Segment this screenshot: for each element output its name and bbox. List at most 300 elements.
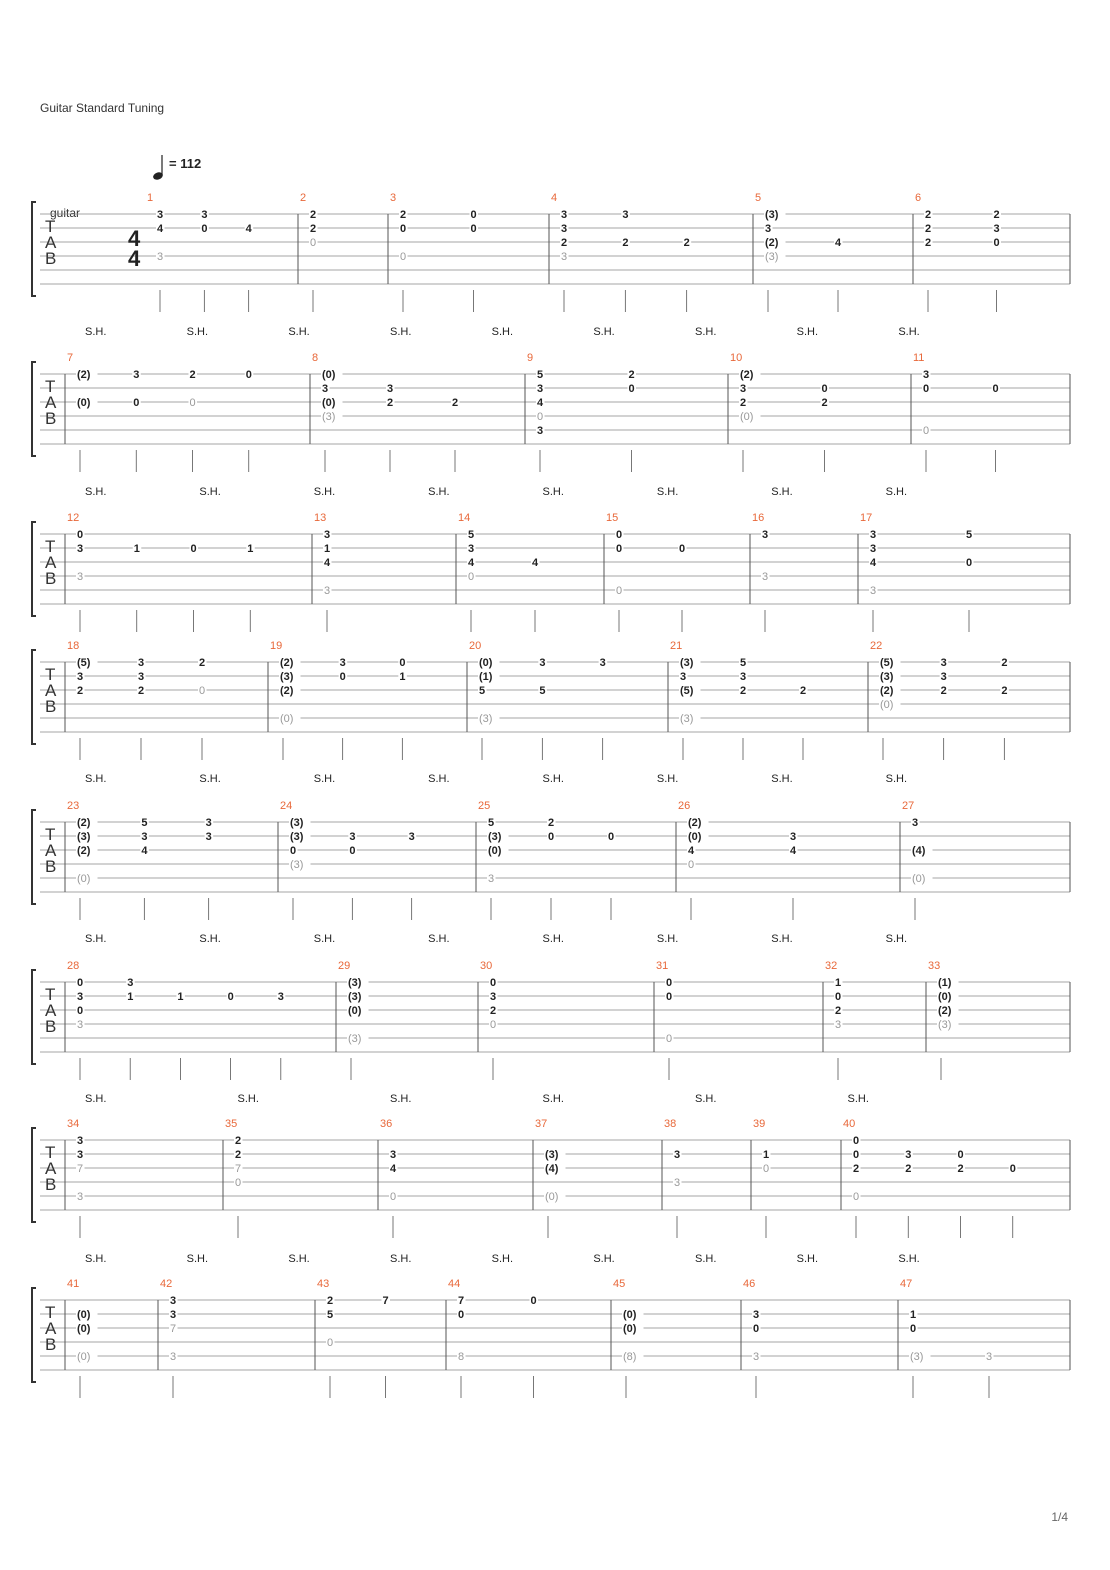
fret-number: 3 xyxy=(127,977,134,989)
fret-number: 0 xyxy=(853,1135,860,1147)
bass-fret-number: 3 xyxy=(157,251,164,263)
measure-number: 43 xyxy=(317,1278,330,1290)
measure-number: 31 xyxy=(656,960,669,972)
fret-number: 0 xyxy=(227,991,234,1003)
fret-number: 3 xyxy=(77,1149,84,1161)
bass-fret-number: (3) xyxy=(938,1019,952,1031)
slap-harmonic-mark: S.H. xyxy=(796,326,819,338)
bass-fret-number: 0 xyxy=(327,1337,334,1349)
bass-fret-number: 0 xyxy=(400,251,407,263)
fret-number: 1 xyxy=(910,1309,917,1321)
measure-number: 26 xyxy=(678,800,691,812)
measure-number: 7 xyxy=(67,352,74,364)
tab-clef-letter: A xyxy=(45,1001,57,1020)
measure-number: 17 xyxy=(860,512,873,524)
fret-number: 3 xyxy=(490,991,497,1003)
fret-number: (0) xyxy=(77,1323,91,1335)
fret-number: (0) xyxy=(479,657,493,669)
bass-fret-number: (0) xyxy=(880,699,894,711)
bass-fret-number: 3 xyxy=(77,1191,84,1203)
fret-number: 3 xyxy=(170,1309,177,1321)
fret-number: 0 xyxy=(245,369,252,381)
bass-fret-number: (0) xyxy=(77,1351,91,1363)
fret-number: 2 xyxy=(490,1005,497,1017)
measure-number: 38 xyxy=(664,1118,677,1130)
bass-fret-number: 3 xyxy=(986,1351,993,1363)
measure-number: 4 xyxy=(551,192,558,204)
tab-clef-letter: B xyxy=(45,569,57,588)
fret-number: 5 xyxy=(740,657,747,669)
fret-number: 3 xyxy=(561,209,568,221)
fret-number: 2 xyxy=(800,685,807,697)
tab-clef-letter: B xyxy=(45,857,57,876)
measure-number: 20 xyxy=(469,640,482,652)
fret-number: 5 xyxy=(468,529,475,541)
fret-number: 0 xyxy=(910,1323,917,1335)
fret-number: 3 xyxy=(322,383,329,395)
slap-harmonic-mark: S.H. xyxy=(199,773,221,785)
fret-number: (1) xyxy=(479,671,493,683)
slap-harmonic-mark: S.H. xyxy=(695,326,717,338)
slap-harmonic-mark: S.H. xyxy=(593,1253,615,1265)
tab-clef-letter: B xyxy=(45,249,57,268)
fret-number: (4) xyxy=(912,845,926,857)
fret-number: 1 xyxy=(133,543,140,555)
measure-number: 39 xyxy=(753,1118,766,1130)
measure-number: 23 xyxy=(67,800,80,812)
bass-fret-number: (3) xyxy=(910,1351,924,1363)
fret-number: 3 xyxy=(674,1149,681,1161)
bass-fret-number: 0 xyxy=(923,425,930,437)
fret-number: 3 xyxy=(539,657,546,669)
fret-number: 2 xyxy=(905,1163,912,1175)
tab-clef-letter: A xyxy=(45,553,57,572)
measure-number: 37 xyxy=(535,1118,548,1130)
fret-number: 2 xyxy=(925,209,932,221)
slap-harmonic-mark: S.H. xyxy=(313,933,336,945)
fret-number: (0) xyxy=(623,1309,637,1321)
fret-number: 3 xyxy=(205,831,212,843)
fret-number: (4) xyxy=(545,1163,559,1175)
fret-number: (0) xyxy=(322,369,336,381)
fret-number: 0 xyxy=(666,977,673,989)
fret-number: 2 xyxy=(925,237,932,249)
slap-harmonic-mark: S.H. xyxy=(542,1093,564,1105)
measure-number: 35 xyxy=(225,1118,238,1130)
bass-fret-number: (8) xyxy=(623,1351,637,1363)
fret-number: (5) xyxy=(680,685,694,697)
slap-harmonic-mark: S.H. xyxy=(85,1093,107,1105)
fret-number: 0 xyxy=(399,657,406,669)
slap-harmonic-mark: S.H. xyxy=(771,486,793,498)
fret-number: 2 xyxy=(387,397,394,409)
fret-number: 2 xyxy=(622,237,629,249)
measure-number: 40 xyxy=(843,1118,856,1130)
bass-fret-number: (3) xyxy=(348,1033,362,1045)
fret-number: 3 xyxy=(622,209,629,221)
slap-harmonic-mark: S.H. xyxy=(656,933,679,945)
measure-number: 36 xyxy=(380,1118,393,1130)
fret-number: 0 xyxy=(993,237,1000,249)
fret-number: 0 xyxy=(548,831,555,843)
fret-number: (0) xyxy=(623,1323,637,1335)
slap-harmonic-mark: S.H. xyxy=(796,1253,819,1265)
slap-harmonic-mark: S.H. xyxy=(695,1093,717,1105)
fret-number: 0 xyxy=(923,383,930,395)
fret-number: 1 xyxy=(835,977,842,989)
slap-harmonic-mark: S.H. xyxy=(199,486,221,498)
fret-number: (3) xyxy=(290,817,304,829)
slap-harmonic-mark: S.H. xyxy=(85,773,107,785)
system-bracket xyxy=(32,810,36,904)
fret-number: 3 xyxy=(133,369,140,381)
fret-number: 0 xyxy=(666,991,673,1003)
slap-harmonic-mark: S.H. xyxy=(85,326,107,338)
fret-number: 0 xyxy=(290,845,297,857)
fret-number: 2 xyxy=(189,369,196,381)
fret-number: 5 xyxy=(539,685,546,697)
page-number: 1/4 xyxy=(1051,1510,1068,1524)
fret-number: 4 xyxy=(532,557,539,569)
tab-clef-letter: A xyxy=(45,1319,57,1338)
fret-number: (3) xyxy=(348,977,362,989)
measure-number: 14 xyxy=(458,512,471,524)
measure-number: 45 xyxy=(613,1278,626,1290)
fret-number: (2) xyxy=(880,685,894,697)
measure-number: 41 xyxy=(67,1278,80,1290)
fret-number: (5) xyxy=(880,657,894,669)
measure-number: 28 xyxy=(67,960,80,972)
measure-number: 15 xyxy=(606,512,619,524)
fret-number: (3) xyxy=(348,991,362,1003)
fret-number: (0) xyxy=(488,845,502,857)
slap-harmonic-mark: S.H. xyxy=(428,773,450,785)
fret-number: 2 xyxy=(821,397,828,409)
fret-number: 2 xyxy=(561,237,568,249)
fret-number: 3 xyxy=(940,657,947,669)
fret-number: 0 xyxy=(133,397,140,409)
fret-number: 0 xyxy=(530,1295,537,1307)
measure-number: 32 xyxy=(825,960,838,972)
fret-number: 2 xyxy=(548,817,555,829)
fret-number: 0 xyxy=(458,1309,465,1321)
fret-number: (0) xyxy=(348,1005,362,1017)
bass-fret-number: 3 xyxy=(674,1177,681,1189)
bass-fret-number: 8 xyxy=(458,1351,465,1363)
tab-system xyxy=(32,486,1070,632)
measure-number: 29 xyxy=(338,960,351,972)
fret-number: 3 xyxy=(940,671,947,683)
fret-number: (1) xyxy=(938,977,952,989)
bass-fret-number: 3 xyxy=(77,571,84,583)
bass-fret-number: (3) xyxy=(479,713,493,725)
slap-harmonic-mark: S.H. xyxy=(593,326,615,338)
fret-number: 0 xyxy=(608,831,615,843)
fret-number: 0 xyxy=(679,543,686,555)
slap-harmonic-mark: S.H. xyxy=(288,326,310,338)
slap-harmonic-mark: S.H. xyxy=(288,1253,310,1265)
fret-number: 0 xyxy=(201,223,208,235)
slap-harmonic-mark: S.H. xyxy=(428,933,450,945)
fret-number: 3 xyxy=(923,369,930,381)
fret-number: (3) xyxy=(765,209,779,221)
fret-number: 2 xyxy=(235,1149,242,1161)
fret-number: 3 xyxy=(537,383,544,395)
fret-number: (2) xyxy=(765,237,779,249)
measure-number: 24 xyxy=(280,800,293,812)
measure-number: 25 xyxy=(478,800,491,812)
fret-number: 0 xyxy=(821,383,828,395)
fret-number: 3 xyxy=(339,657,346,669)
fret-number: 3 xyxy=(468,543,475,555)
tab-clef-letter: T xyxy=(45,1143,56,1162)
fret-number: 1 xyxy=(247,543,254,555)
fret-number: (3) xyxy=(290,831,304,843)
tempo-marking: = 112 xyxy=(169,156,202,171)
fret-number: 4 xyxy=(835,237,842,249)
fret-number: 5 xyxy=(488,817,495,829)
fret-number: (3) xyxy=(488,831,502,843)
slap-harmonic-mark: S.H. xyxy=(186,326,209,338)
slap-harmonic-mark: S.H. xyxy=(313,773,336,785)
system-bracket xyxy=(32,362,36,456)
bass-fret-number: (3) xyxy=(322,411,336,423)
fret-number: 5 xyxy=(327,1309,334,1321)
fret-number: (0) xyxy=(938,991,952,1003)
slap-harmonic-mark: S.H. xyxy=(428,486,450,498)
fret-number: 0 xyxy=(616,543,623,555)
fret-number: 4 xyxy=(157,223,164,235)
slap-harmonic-mark: S.H. xyxy=(656,773,679,785)
fret-number: 2 xyxy=(957,1163,964,1175)
fret-number: 2 xyxy=(235,1135,242,1147)
fret-number: 3 xyxy=(765,223,772,235)
fret-number: 0 xyxy=(470,209,477,221)
measure-number: 21 xyxy=(670,640,683,652)
time-signature-digit: 4 xyxy=(128,246,141,271)
fret-number: 0 xyxy=(992,383,999,395)
fret-number: 1 xyxy=(324,543,331,555)
fret-number: 2 xyxy=(925,223,932,235)
fret-number: 3 xyxy=(77,1135,84,1147)
fret-number: 4 xyxy=(141,845,148,857)
slap-harmonic-mark: S.H. xyxy=(542,773,564,785)
fret-number: 3 xyxy=(349,831,356,843)
tab-clef-letter: T xyxy=(45,377,56,396)
fret-number: 4 xyxy=(537,397,544,409)
measure-number: 2 xyxy=(300,192,307,204)
fret-number: 0 xyxy=(400,223,407,235)
measure-number: 22 xyxy=(870,640,883,652)
fret-number: (0) xyxy=(77,1309,91,1321)
slap-harmonic-mark: S.H. xyxy=(491,1253,514,1265)
tab-clef-letter: B xyxy=(45,697,57,716)
fret-number: 5 xyxy=(966,529,973,541)
fret-number: 3 xyxy=(753,1309,760,1321)
fret-number: 0 xyxy=(957,1149,964,1161)
fret-number: 0 xyxy=(753,1323,760,1335)
fret-number: (2) xyxy=(77,845,91,857)
fret-number: 3 xyxy=(408,831,415,843)
measure-number: 27 xyxy=(902,800,915,812)
fret-number: (0) xyxy=(77,397,91,409)
fret-number: 7 xyxy=(458,1295,465,1307)
fret-number: 5 xyxy=(479,685,486,697)
measure-number: 18 xyxy=(67,640,80,652)
slap-harmonic-mark: S.H. xyxy=(491,326,514,338)
fret-number: 5 xyxy=(141,817,148,829)
tab-system xyxy=(32,1278,1070,1398)
tab-clef-letter: T xyxy=(45,665,56,684)
instrument-label: guitar xyxy=(50,206,81,220)
fret-number: 3 xyxy=(77,543,84,555)
measure-number: 3 xyxy=(390,192,397,204)
fret-number: (0) xyxy=(322,397,336,409)
measure-number: 6 xyxy=(915,192,922,204)
fret-number: 3 xyxy=(138,671,145,683)
fret-number: (2) xyxy=(77,369,91,381)
fret-number: 0 xyxy=(853,1149,860,1161)
fret-number: 4 xyxy=(870,557,877,569)
fret-number: 2 xyxy=(1001,657,1008,669)
fret-number: 3 xyxy=(138,657,145,669)
fret-number: (3) xyxy=(77,831,91,843)
score-subtitle: Guitar Standard Tuning xyxy=(40,101,165,115)
fret-number: 3 xyxy=(277,991,284,1003)
bass-fret-number: 0 xyxy=(235,1177,242,1189)
fret-number: 3 xyxy=(740,383,747,395)
fret-number: 2 xyxy=(452,397,459,409)
slap-harmonic-mark: S.H. xyxy=(85,1253,107,1265)
tab-clef-letter: T xyxy=(45,537,56,556)
measure-number: 10 xyxy=(730,352,743,364)
slap-harmonic-mark: S.H. xyxy=(186,1253,209,1265)
system-bracket xyxy=(32,1128,36,1222)
bass-fret-number: 0 xyxy=(490,1019,497,1031)
fret-number: 3 xyxy=(390,1149,397,1161)
bass-fret-number: (0) xyxy=(280,713,294,725)
fret-number: 3 xyxy=(205,817,212,829)
tab-system xyxy=(32,326,1070,472)
fret-number: 0 xyxy=(339,671,346,683)
fret-number: (3) xyxy=(680,657,694,669)
fret-number: 3 xyxy=(790,831,797,843)
fret-number: 2 xyxy=(77,685,84,697)
measure-number: 19 xyxy=(270,640,283,652)
tab-clef-letter: T xyxy=(45,217,56,236)
slap-harmonic-mark: S.H. xyxy=(313,486,336,498)
bass-fret-number: 0 xyxy=(763,1163,770,1175)
slap-harmonic-mark: S.H. xyxy=(898,1253,920,1265)
bass-fret-number: 7 xyxy=(77,1163,84,1175)
slap-harmonic-mark: S.H. xyxy=(237,1093,259,1105)
fret-number: 3 xyxy=(141,831,148,843)
fret-number: 3 xyxy=(740,671,747,683)
bass-fret-number: 0 xyxy=(199,685,206,697)
slap-harmonic-mark: S.H. xyxy=(85,486,107,498)
slap-harmonic-mark: S.H. xyxy=(695,1253,717,1265)
slap-harmonic-mark: S.H. xyxy=(847,1093,869,1105)
bass-fret-number: (3) xyxy=(290,859,304,871)
slap-harmonic-mark: S.H. xyxy=(390,1093,412,1105)
bass-fret-number: 0 xyxy=(468,571,475,583)
fret-number: 0 xyxy=(77,1005,84,1017)
bass-fret-number: 0 xyxy=(537,411,544,423)
measure-number: 9 xyxy=(527,352,534,364)
bass-fret-number: 0 xyxy=(853,1191,860,1203)
fret-number: (2) xyxy=(280,685,294,697)
fret-number: 4 xyxy=(324,557,331,569)
bass-fret-number: 0 xyxy=(616,585,623,597)
tab-system xyxy=(32,192,1070,312)
fret-number: 1 xyxy=(399,671,406,683)
fret-number: 0 xyxy=(616,529,623,541)
fret-number: 4 xyxy=(688,845,695,857)
bass-fret-number: 0 xyxy=(390,1191,397,1203)
time-signature-digit: 4 xyxy=(128,226,141,251)
bass-fret-number: 3 xyxy=(753,1351,760,1363)
bass-fret-number: (3) xyxy=(680,713,694,725)
measure-number: 46 xyxy=(743,1278,756,1290)
fret-number: 3 xyxy=(680,671,687,683)
fret-number: 3 xyxy=(537,425,544,437)
slap-harmonic-mark: S.H. xyxy=(199,933,221,945)
bass-fret-number: (0) xyxy=(740,411,754,423)
fret-number: 2 xyxy=(993,209,1000,221)
bass-fret-number: (3) xyxy=(765,251,779,263)
fret-number: 3 xyxy=(599,657,606,669)
fret-number: 3 xyxy=(561,223,568,235)
fret-number: (3) xyxy=(880,671,894,683)
measure-number: 42 xyxy=(160,1278,173,1290)
fret-number: (3) xyxy=(545,1149,559,1161)
bass-fret-number: 0 xyxy=(189,397,196,409)
fret-number: 3 xyxy=(762,529,769,541)
slap-harmonic-mark: S.H. xyxy=(771,773,793,785)
bass-fret-number: 3 xyxy=(77,1019,84,1031)
fret-number: (2) xyxy=(280,657,294,669)
bass-fret-number: 3 xyxy=(762,571,769,583)
measure-number: 11 xyxy=(913,352,925,364)
system-bracket xyxy=(32,522,36,616)
tab-clef-letter: T xyxy=(45,825,56,844)
slap-harmonic-mark: S.H. xyxy=(542,486,564,498)
fret-number: 0 xyxy=(1009,1163,1016,1175)
fret-number: 1 xyxy=(177,991,184,1003)
fret-number: 3 xyxy=(201,209,208,221)
fret-number: 0 xyxy=(966,557,973,569)
bass-fret-number: 0 xyxy=(666,1033,673,1045)
measure-number: 13 xyxy=(314,512,327,524)
fret-number: 2 xyxy=(835,1005,842,1017)
fret-number: 3 xyxy=(324,529,331,541)
fret-number: 2 xyxy=(683,237,690,249)
fret-number: 3 xyxy=(870,529,877,541)
fret-number: (2) xyxy=(740,369,754,381)
fret-number: 2 xyxy=(400,209,407,221)
bass-fret-number: 3 xyxy=(561,251,568,263)
tab-clef-letter: A xyxy=(45,841,57,860)
tab-clef-letter: B xyxy=(45,1175,57,1194)
fret-number: 3 xyxy=(170,1295,177,1307)
measure-number: 34 xyxy=(67,1118,80,1130)
slap-harmonic-mark: S.H. xyxy=(390,1253,412,1265)
fret-number: 3 xyxy=(77,671,84,683)
system-bracket xyxy=(32,202,36,296)
bass-fret-number: 3 xyxy=(870,585,877,597)
fret-number: 1 xyxy=(127,991,134,1003)
system-bracket xyxy=(32,1288,36,1382)
